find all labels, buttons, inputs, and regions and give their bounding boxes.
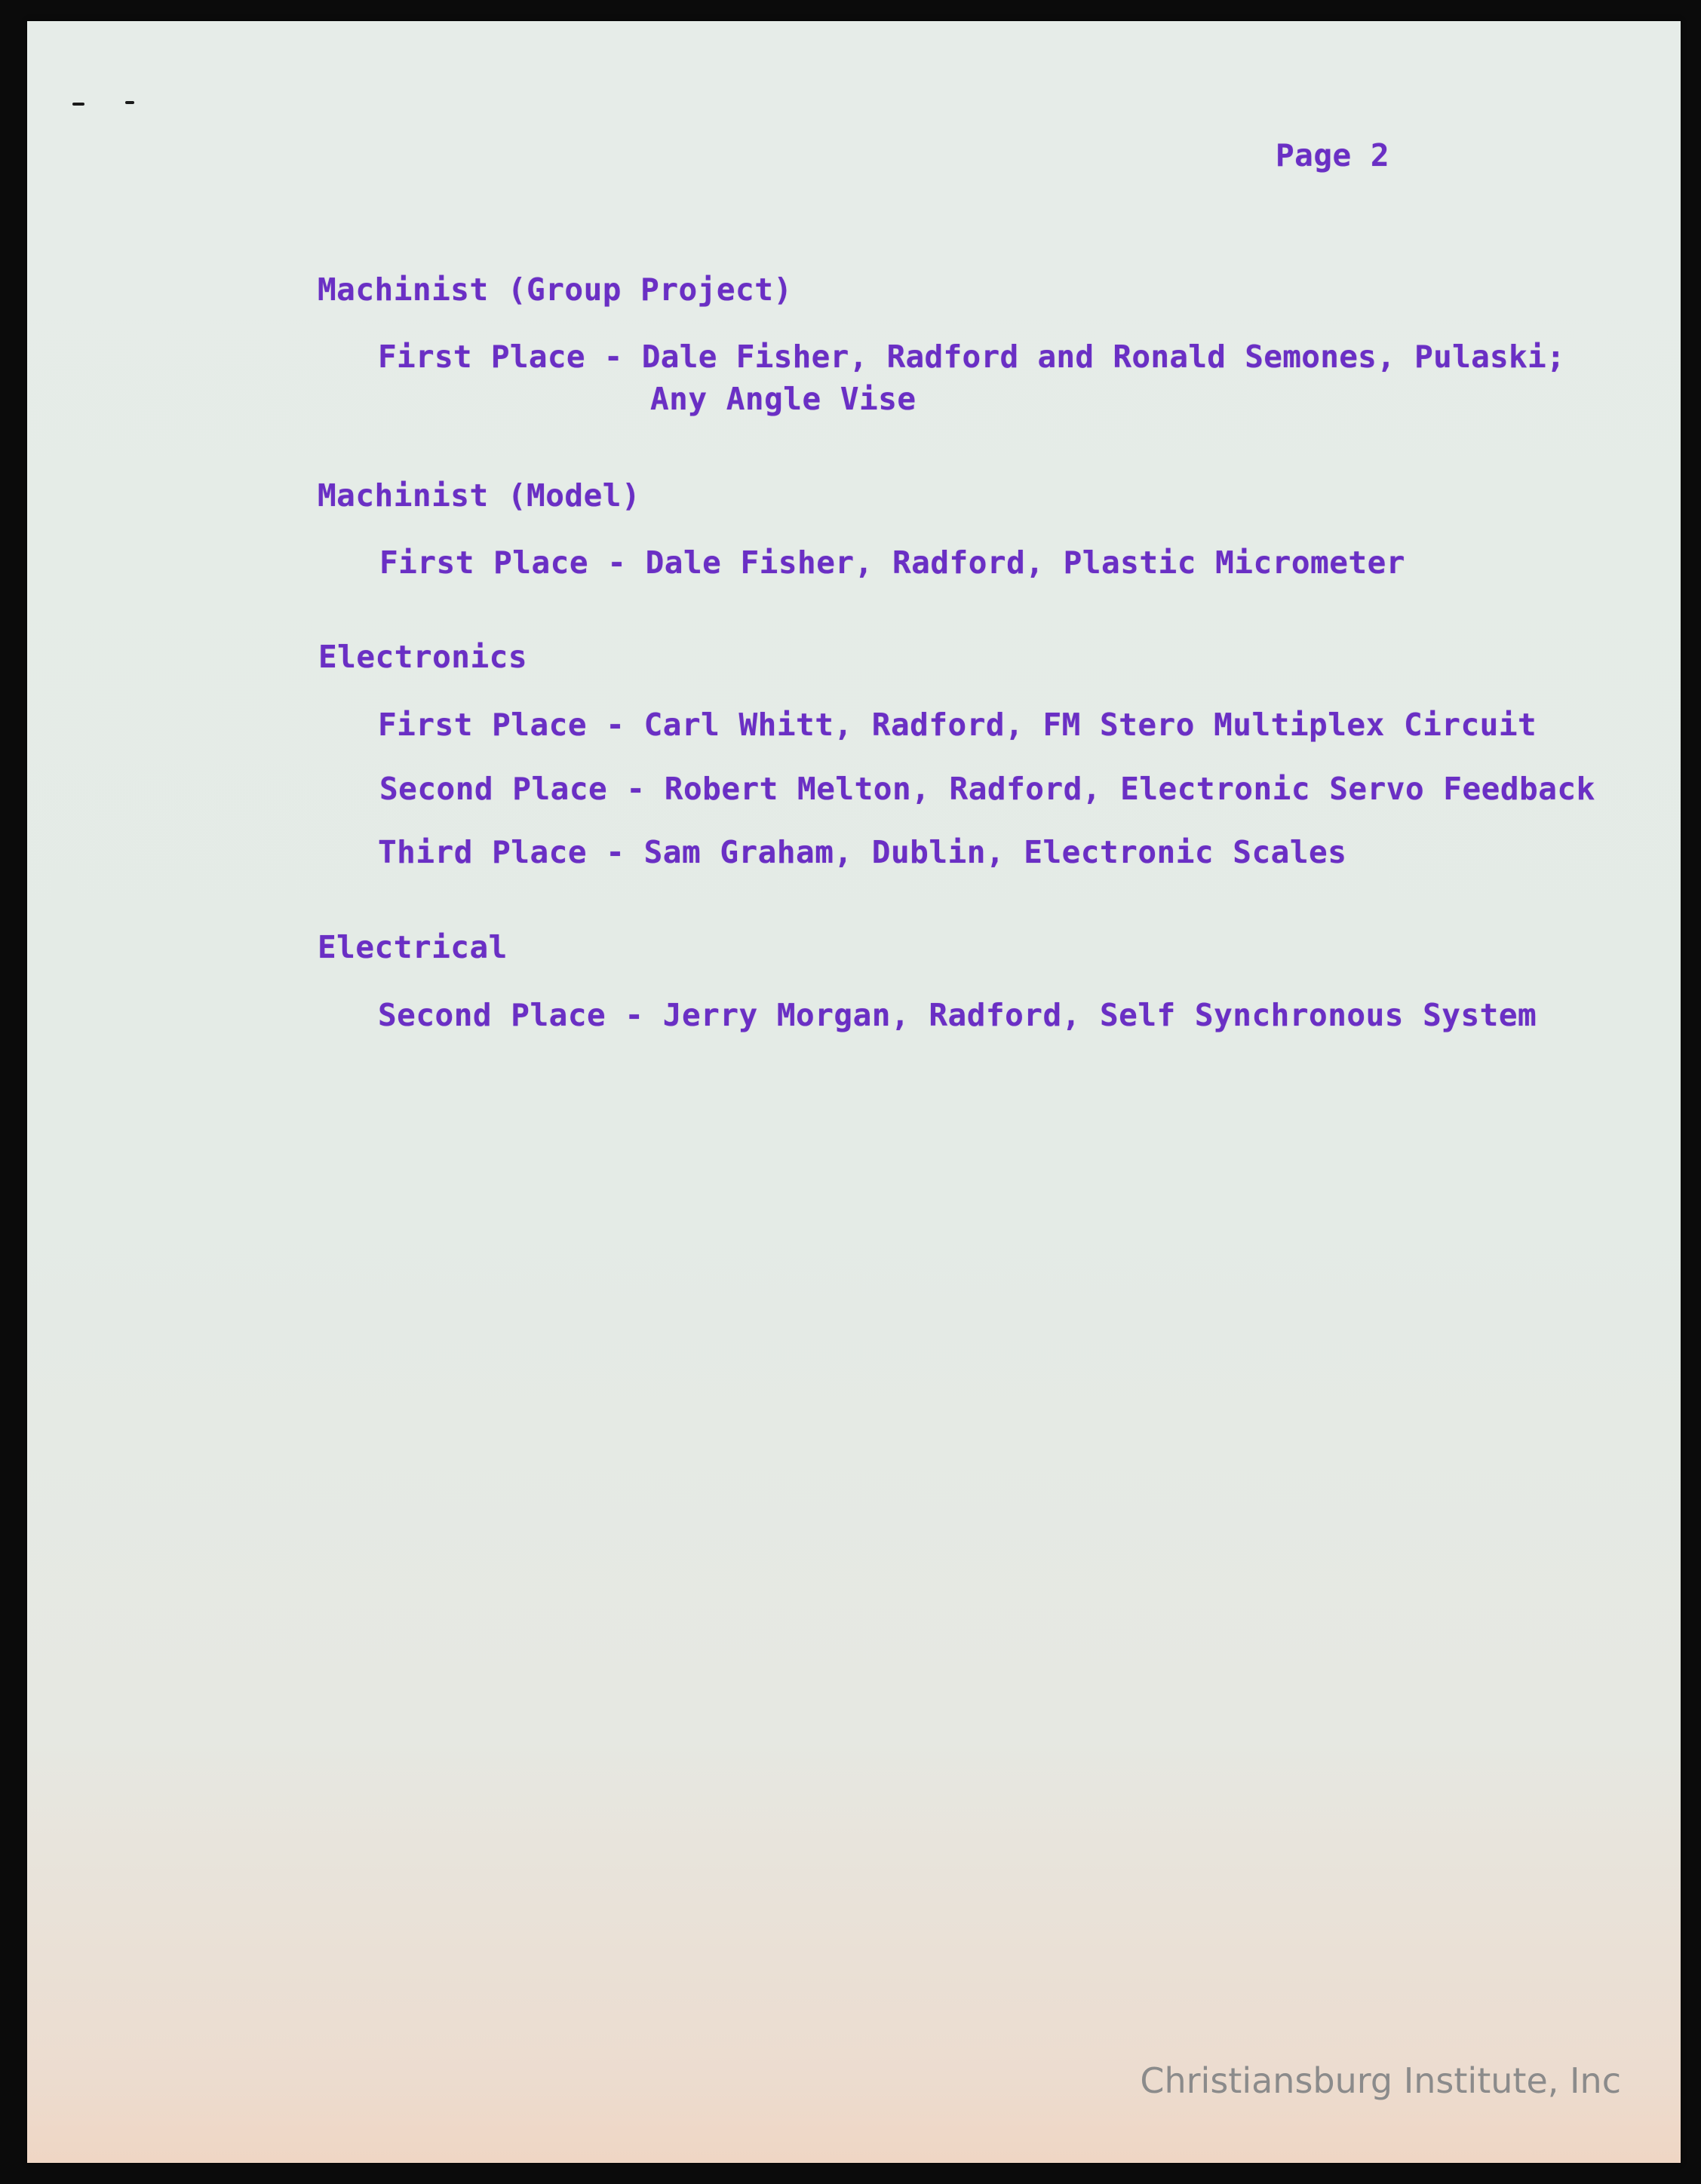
section-heading-machinist-model: Machinist (Model): [318, 477, 641, 514]
section-heading-electrical: Electrical: [318, 929, 508, 965]
entry-line: First Place - Dale Fisher, Radford, Plastic Micrometer: [379, 544, 1405, 581]
entry-line: First Place - Dale Fisher, Radford and Ronald Semones, Pulaski;: [378, 339, 1565, 375]
paper-sheet: [27, 21, 1681, 2163]
watermark-text: Christiansburg Institute, Inc: [1140, 2060, 1621, 2101]
page-number: Page 2: [1276, 137, 1390, 173]
entry-line: Third Place - Sam Graham, Dublin, Electronic Scales: [378, 834, 1347, 870]
stray-mark: [72, 103, 84, 106]
entry-line-continuation: Any Angle Vise: [650, 381, 917, 417]
entry-line: First Place - Carl Whitt, Radford, FM Stero Multiplex Circuit: [378, 707, 1537, 743]
section-heading-electronics: Electronics: [318, 639, 528, 675]
entry-line: Second Place - Robert Melton, Radford, Electronic Servo Feedback: [379, 771, 1595, 807]
stray-mark: [125, 101, 134, 104]
entry-line: Second Place - Jerry Morgan, Radford, Self Synchronous System: [378, 997, 1537, 1033]
section-heading-machinist-group: Machinist (Group Project): [318, 271, 793, 308]
